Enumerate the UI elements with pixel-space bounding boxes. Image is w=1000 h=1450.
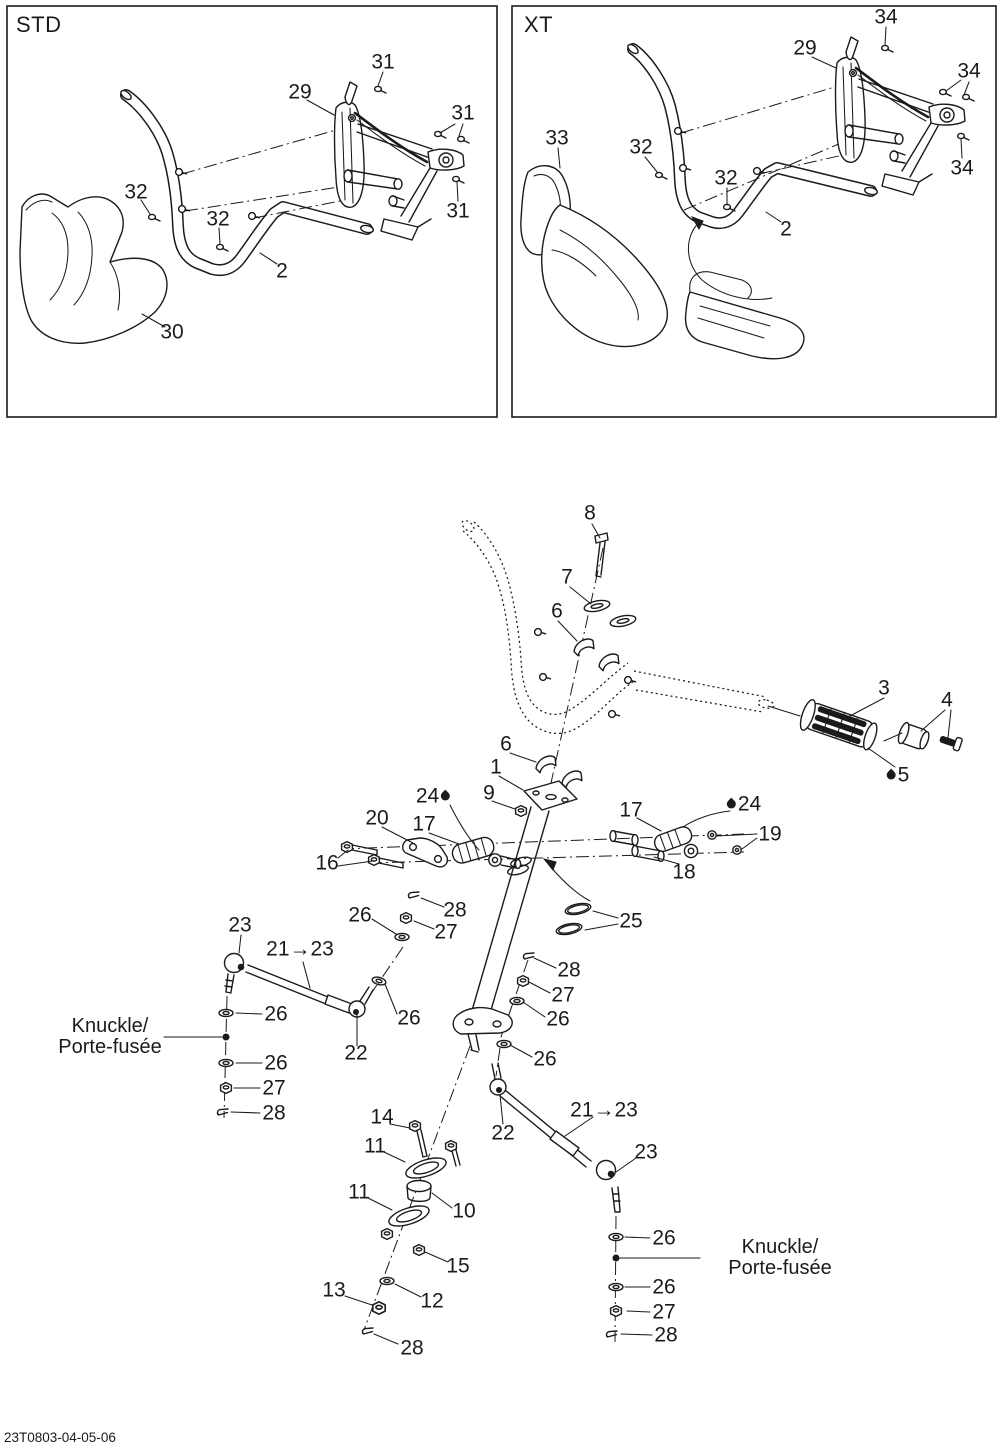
main-callout-18: 18 [672,860,696,884]
std-bracket-29 [335,82,465,240]
tie-rod-clamp-right-17 [610,825,741,862]
main-callout-26: 26 [533,1047,557,1071]
xt-callout-34: 34 [874,5,898,29]
std-callout-30: 30 [160,320,184,344]
main-callout-4: 4 [941,688,953,712]
std-leader-lines [141,72,463,327]
main-callout-28: 28 [557,958,581,982]
link-plate-20 [403,838,448,867]
main-callout-25: 25 [619,909,643,933]
main-callout-12: 12 [420,1289,444,1313]
main-callout-26: 26 [348,903,372,927]
main-callout-26: 26 [652,1226,676,1250]
oil-drop-icon [725,798,738,811]
main-callout-26: 26 [546,1007,570,1031]
main-callout-24: 24 [416,786,450,807]
main-callout-11: 11 [348,1180,370,1204]
std-callout-31: 31 [446,199,470,223]
oil-drop-icon [885,769,898,782]
xt-screws [656,45,974,211]
xt-callout-34: 34 [950,156,974,180]
main-callout-28: 28 [400,1336,424,1360]
std-callout-32: 32 [124,180,148,204]
main-callout-26: 26 [652,1275,676,1299]
xt-callout-32: 32 [714,166,738,190]
main-callout-7: 7 [561,565,573,589]
xt-callout-33: 33 [545,126,569,150]
std-callout-32: 32 [206,207,230,231]
main-callout-28: 28 [262,1101,286,1125]
std-dashdot-lines [182,130,350,218]
main-callout-28: 28 [654,1323,678,1347]
main-callout-15: 15 [446,1254,470,1278]
main-callout-23: 23 [228,913,252,937]
xt-callout-34: 34 [957,59,981,83]
xt-panel-title: XT [524,12,554,37]
xt-callout-2: 2 [780,217,792,241]
main-callout-17: 17 [619,798,643,822]
std-callout-29: 29 [288,80,312,104]
clamp-plates-7 [583,598,637,628]
main-callout-11: 11 [364,1134,386,1158]
main-callout-16: 16 [315,851,339,875]
main-callout-24: 24 [727,794,761,815]
std-callout-2: 2 [276,259,288,283]
handlebar-clamps-6 [534,638,621,789]
main-callout-14: 14 [370,1105,394,1129]
document-code: 23T0803-04-05-06 [4,1430,116,1445]
main-callout-8: 8 [584,501,596,525]
main-callout-27: 27 [434,920,458,944]
main-callout-10: 10 [452,1199,476,1223]
std-screws [149,86,469,251]
main-callout-5: 5 [887,765,910,786]
main-callout-19: 19 [758,822,782,846]
o-rings-25 [544,859,592,937]
oil-drop-icon [439,790,452,803]
xt-callout-29: 29 [793,36,817,60]
xt-callout-32: 32 [629,135,653,159]
std-cover-30 [20,194,167,343]
main-callout-13: 13 [322,1278,346,1302]
main-callout-9: 9 [483,781,495,805]
main-callout-26: 26 [264,1002,288,1026]
main-callout-27: 27 [551,983,575,1007]
main-callout-28: 28 [443,898,467,922]
main-callout-23: 23 [634,1140,658,1164]
std-panel-title: STD [16,12,62,37]
xt-bracket-29 [836,37,966,195]
std-callout-31: 31 [371,50,395,74]
main-callout-26: 26 [264,1051,288,1075]
nut-9 [516,806,527,817]
main-callout-1: 1 [490,755,502,779]
main-callout-26: 26 [397,1006,421,1030]
main-callout-22: 22 [491,1121,515,1145]
main-callout-6: 6 [551,599,563,623]
fastener-group-mid-left [395,892,419,941]
knuckle-label-left: Knuckle/ Porte-fusée [58,1015,162,1058]
std-callout-31: 31 [451,101,475,125]
main-callout-27: 27 [652,1300,676,1324]
xt-dashdot-lines [681,86,852,210]
main-callout-21-23: 21→23 [266,937,334,961]
knuckle-label-right: Knuckle/ Porte-fusée [728,1236,832,1279]
main-callout-22: 22 [344,1041,368,1065]
main-callout-17: 17 [412,812,436,836]
tie-rod-clamp-left-17 [450,835,520,868]
main-callout-3: 3 [878,676,890,700]
main-callout-21-23: 21→23 [570,1098,638,1122]
xt-cover-33 [521,166,804,359]
main-callout-20: 20 [365,806,389,830]
main-callout-6: 6 [500,732,512,756]
main-callout-27: 27 [262,1076,286,1100]
